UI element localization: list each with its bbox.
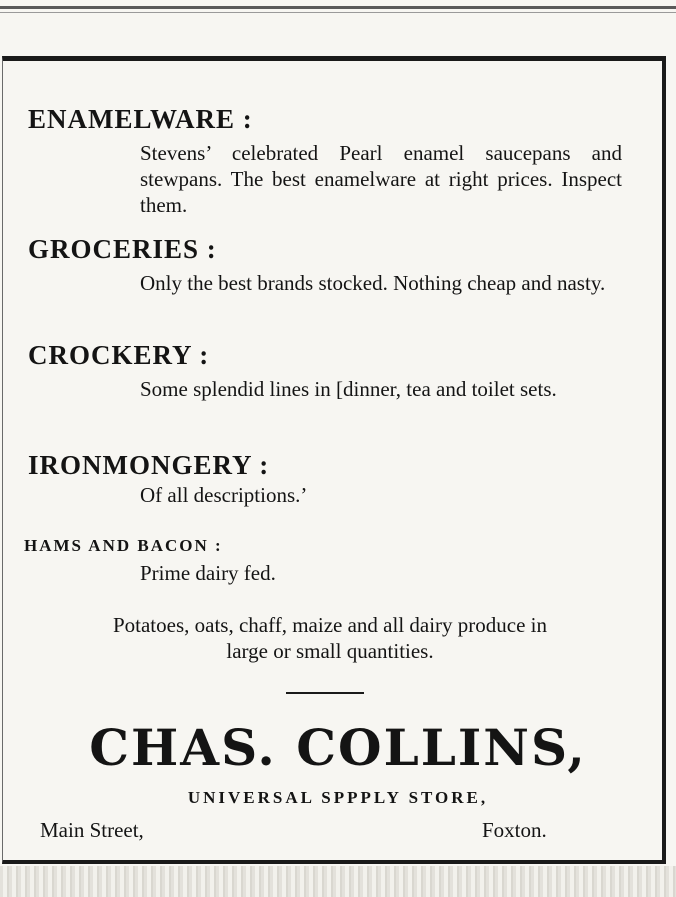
groceries-heading: GROCERIES : (28, 234, 217, 264)
street-address: Main Street, (40, 818, 144, 842)
produce-line-2: large or small quantities. (226, 639, 434, 663)
enamelware-heading: ENAMELWARE : (28, 104, 253, 134)
top-rule (0, 6, 676, 9)
hams-bacon-heading: HAMS AND BACON : (24, 536, 223, 555)
divider-rule (286, 692, 364, 694)
crockery-text: Some splendid lines in [dinner, tea and toilet sets. (140, 377, 557, 401)
ironmongery-heading: IRONMONGERY : (28, 450, 270, 480)
produce-notice (40, 612, 620, 664)
groceries-text: Only the best brands stocked. Nothing cheap and nasty. (140, 271, 606, 295)
merchant-name: CHAS. COLLINS, (89, 718, 587, 777)
hams-bacon-text: Prime dairy fed. (140, 561, 276, 585)
ironmongery-text: Of all descriptions.’ (140, 483, 308, 507)
town-name: Foxton. (482, 818, 547, 842)
enamelware-text: Stevens’ celebrated Pearl enamel saucepans and stewpans. The best enamelware at right prices. Inspect them. (140, 141, 622, 217)
crockery-heading: CROCKERY : (28, 340, 210, 370)
scan-noise-strip (0, 866, 676, 897)
store-subtitle: UNIVERSAL SPPPLY STORE, (187, 788, 489, 807)
top-rule-thin (0, 12, 676, 13)
produce-line-1: Potatoes, oats, chaff, maize and all dairy produce in (112, 613, 548, 637)
